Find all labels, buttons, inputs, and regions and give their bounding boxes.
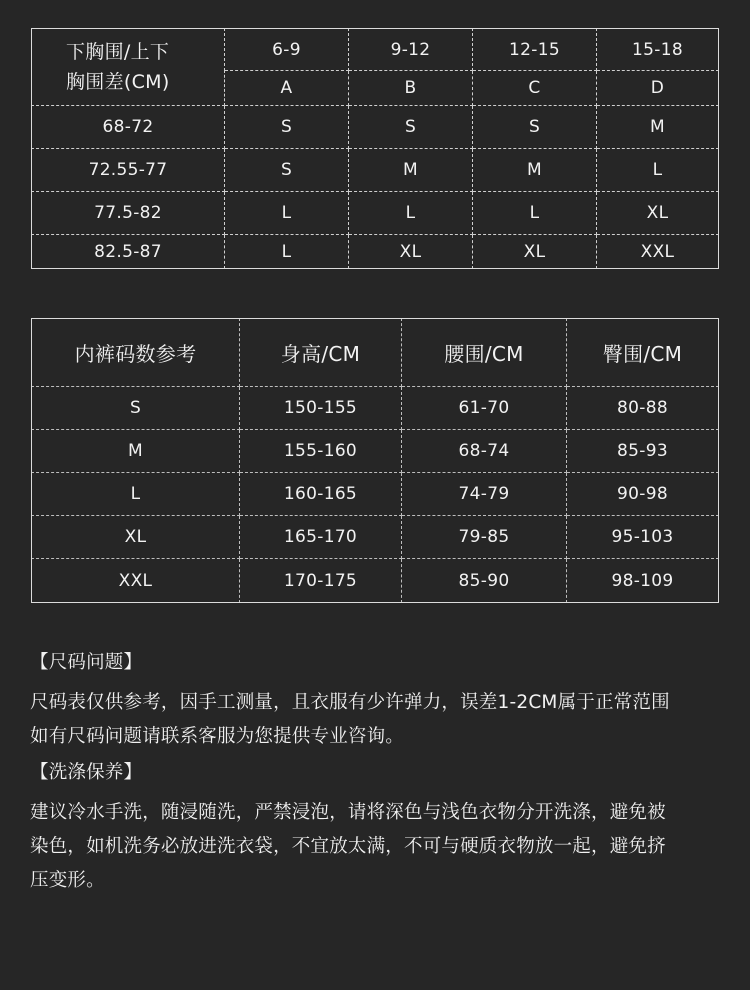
height-cell: 160-165	[240, 473, 402, 516]
band-cell: 72.55-77	[32, 149, 225, 192]
waist-cell: 68-74	[402, 430, 567, 473]
size-cell: XL	[473, 235, 597, 269]
table-row	[32, 516, 719, 559]
bra-corner-header: 下胸围/上下 胸围差(CM)	[32, 29, 225, 106]
wash-notes-title: 【洗涤保养】	[30, 762, 143, 783]
size-cell: S	[473, 106, 597, 149]
size-cell: XL	[597, 192, 719, 235]
height-cell: 155-160	[240, 430, 402, 473]
brief-header: 腰围/CM	[402, 319, 567, 387]
table-row	[32, 473, 719, 516]
height-cell: 150-155	[240, 387, 402, 430]
size-cell: L	[473, 192, 597, 235]
size-cell: S	[225, 106, 349, 149]
size-cell: L	[349, 192, 473, 235]
brief-size-cell: XL	[32, 516, 240, 559]
size-cell: L	[597, 149, 719, 192]
brief-size-cell: M	[32, 430, 240, 473]
size-notes-title: 【尺码问题】	[30, 652, 143, 673]
brief-size-cell: L	[32, 473, 240, 516]
size-range-header: 6-9	[225, 29, 349, 71]
size-cell: M	[473, 149, 597, 192]
brief-header: 臀围/CM	[567, 319, 719, 387]
brief-size-cell: XXL	[32, 559, 240, 603]
size-cell: XL	[349, 235, 473, 269]
height-cell: 170-175	[240, 559, 402, 603]
waist-cell: 79-85	[402, 516, 567, 559]
table-row	[32, 235, 719, 269]
table-row	[32, 106, 719, 149]
table-row	[32, 149, 719, 192]
waist-cell: 74-79	[402, 473, 567, 516]
hip-cell: 95-103	[567, 516, 719, 559]
hip-cell: 80-88	[567, 387, 719, 430]
cup-letter-header: B	[349, 71, 473, 106]
size-cell: S	[349, 106, 473, 149]
table-row	[32, 430, 719, 473]
hip-cell: 98-109	[567, 559, 719, 603]
table-header-row	[32, 319, 719, 387]
size-cell: XXL	[597, 235, 719, 269]
bra-size-table	[31, 28, 719, 269]
size-cell: M	[349, 149, 473, 192]
brief-header: 身高/CM	[240, 319, 402, 387]
band-cell: 68-72	[32, 106, 225, 149]
waist-cell: 61-70	[402, 387, 567, 430]
care-notes	[30, 646, 730, 898]
cup-letter-header: C	[473, 71, 597, 106]
table-row	[32, 559, 719, 603]
size-cell: L	[225, 192, 349, 235]
size-cell: M	[597, 106, 719, 149]
table-row	[32, 192, 719, 235]
size-range-header: 12-15	[473, 29, 597, 71]
band-cell: 82.5-87	[32, 235, 225, 269]
size-cell: L	[225, 235, 349, 269]
size-cell: S	[225, 149, 349, 192]
brief-size-cell: S	[32, 387, 240, 430]
brief-header: 内裤码数参考	[32, 319, 240, 387]
size-notes-text: 尺码表仅供参考，因手工测量，且衣服有少许弹力，误差1-2CM属于正常范围	[30, 692, 670, 713]
wash-notes-text: 建议冷水手洗，随浸随洗，严禁浸泡，请将深色与浅色衣物分开洗涤，避免被	[30, 802, 666, 823]
band-cell: 77.5-82	[32, 192, 225, 235]
table-row	[32, 387, 719, 430]
size-notes-text: 如有尺码问题请联系客服为您提供专业咨询。	[30, 726, 405, 747]
hip-cell: 85-93	[567, 430, 719, 473]
hip-cell: 90-98	[567, 473, 719, 516]
waist-cell: 85-90	[402, 559, 567, 603]
size-range-header: 15-18	[597, 29, 719, 71]
height-cell: 165-170	[240, 516, 402, 559]
size-range-header: 9-12	[349, 29, 473, 71]
table-row	[32, 29, 719, 71]
cup-letter-header: A	[225, 71, 349, 106]
wash-notes-text: 染色，如机洗务必放进洗衣袋，不宜放太满，不可与硬质衣物放一起，避免挤	[30, 836, 666, 857]
brief-size-table	[31, 318, 719, 603]
cup-letter-header: D	[597, 71, 719, 106]
wash-notes-text: 压变形。	[30, 870, 105, 891]
